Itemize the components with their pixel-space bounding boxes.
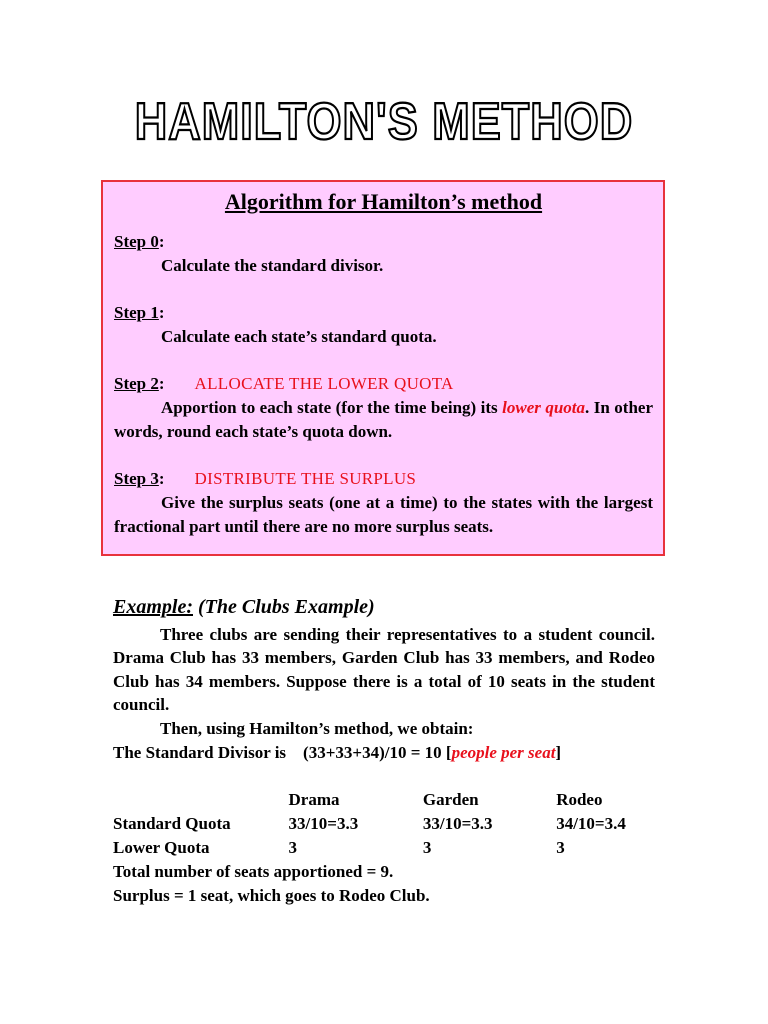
step-1-head: Step 1: — [114, 303, 165, 323]
table-header-cell: Garden — [422, 790, 479, 810]
divisor-text: The Standard Divisor is (33+33+34)/10 = 10 [ — [113, 742, 452, 762]
step-2-text-a: Apportion to each state (for the time being) its — [161, 398, 503, 418]
algorithm-heading: Algorithm for Hamilton’s method — [224, 189, 543, 214]
surplus-line: Surplus = 1 seat, which goes to Rodeo Club. — [113, 885, 430, 905]
table-cell: 3 — [556, 838, 565, 858]
step-3 — [114, 467, 653, 538]
table-cell: Standard Quota — [113, 814, 231, 834]
step-2-label: Step 2 — [114, 374, 159, 394]
table-row — [113, 836, 655, 860]
step-2-text-b: . In other words, round each state’s quota down. — [114, 398, 653, 441]
table-cell: 3 — [288, 838, 298, 858]
step-0-head: Step 0: — [114, 232, 165, 251]
table-header-cell — [113, 788, 289, 812]
step-3-head: Step 3: DISTRIBUTE THE SURPLUS — [114, 469, 417, 489]
step-3-label: Step 3 — [114, 469, 159, 489]
table-header-cell: Rodeo — [556, 790, 603, 810]
step-3-caps: DISTRIBUTE THE SURPLUS — [194, 469, 417, 489]
example-section — [113, 596, 655, 907]
divisor-unit: people per seat — [451, 742, 556, 762]
total-seats-line: Total number of seats apportioned = 9. — [113, 862, 394, 882]
table-cell: 3 — [422, 838, 432, 858]
step-0-label: Step 0 — [114, 232, 159, 251]
table-cell: 33/10=3.3 — [288, 814, 359, 834]
table-cell: 34/10=3.4 — [556, 814, 626, 834]
page-title: HAMILTON'S METHOD — [134, 92, 634, 151]
quota-table — [113, 788, 655, 860]
step-1-text: Calculate each state’s standard quota. — [161, 326, 437, 346]
step-2-em-a: lower — [502, 398, 541, 418]
step-2-caps: ALLOCATE THE LOWER QUOTA — [194, 374, 454, 394]
step-3-text: Give the surplus seats (one at a time) to the states with the largest fractional part until there are no more surplus seats. — [114, 493, 653, 536]
example-label-rest: (The Clubs Example) — [193, 596, 375, 618]
step-0-text: Calculate the standard divisor. — [161, 255, 384, 275]
step-1-label: Step 1 — [114, 303, 159, 323]
step-2 — [114, 372, 653, 443]
step-1 — [114, 301, 653, 349]
example-paragraph-1: Three clubs are sending their representatives to a student council. Drama Club has 33 members, Garden Club has 33 members, and Rodeo Club has 34 members. Suppose there is a total of 10 seats in the student council. — [113, 624, 655, 715]
table-header-cell: Drama — [288, 790, 340, 810]
table-cell: 33/10=3.3 — [422, 814, 493, 834]
step-2-text — [114, 396, 653, 444]
divisor-close: ] — [555, 742, 562, 762]
algorithm-box — [101, 180, 665, 556]
table-header-row — [113, 788, 655, 812]
example-heading — [113, 596, 655, 620]
table-cell: Lower Quota — [113, 838, 210, 858]
step-2-head: Step 2: ALLOCATE THE LOWER QUOTA — [114, 374, 454, 394]
table-row — [113, 812, 655, 836]
step-0 — [114, 230, 653, 278]
example-paragraph-2: Then, using Hamilton’s method, we obtain: — [160, 718, 474, 738]
standard-divisor-line — [113, 741, 655, 765]
example-label: Example: — [113, 596, 193, 618]
step-2-em-b: quota — [545, 398, 586, 418]
